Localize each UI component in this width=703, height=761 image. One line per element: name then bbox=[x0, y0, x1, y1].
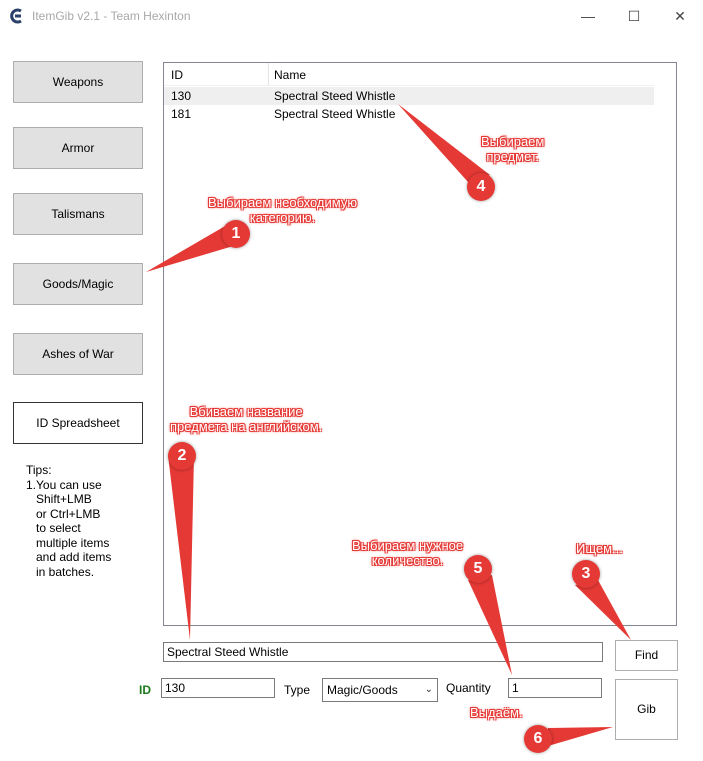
annotation-choose-item: Выбираем предмет. bbox=[481, 134, 545, 164]
column-header-id[interactable]: ID bbox=[171, 68, 183, 82]
weapons-button[interactable]: Weapons bbox=[13, 61, 143, 103]
row-id: 181 bbox=[171, 107, 192, 121]
search-input[interactable]: Spectral Steed Whistle bbox=[163, 642, 603, 662]
column-header-name[interactable]: Name bbox=[274, 68, 307, 82]
minimize-button[interactable]: — bbox=[581, 8, 595, 24]
step-badge-2: 2 bbox=[168, 442, 196, 470]
step-badge-3: 3 bbox=[572, 560, 600, 588]
annotation-enter-name: Вбиваем название предмета на английском. bbox=[170, 404, 323, 434]
id-label: ID bbox=[139, 683, 151, 697]
window-title: ItemGib v2.1 - Team Hexinton bbox=[32, 9, 191, 23]
talismans-button[interactable]: Talismans bbox=[13, 193, 143, 235]
row-name: Spectral Steed Whistle bbox=[274, 89, 396, 103]
type-select-value: Magic/Goods bbox=[327, 683, 398, 697]
annotation-choose-category: Выбираем необходимую категорию. bbox=[208, 195, 358, 225]
id-spreadsheet-button[interactable]: ID Spreadsheet bbox=[13, 402, 143, 444]
armor-button[interactable]: Armor bbox=[13, 127, 143, 169]
maximize-button[interactable]: ☐ bbox=[627, 8, 641, 24]
arrow-4 bbox=[398, 104, 490, 182]
chevron-down-icon: ⌄ bbox=[424, 684, 433, 695]
annotation-quantity: Выбираем нужное количество. bbox=[352, 538, 464, 568]
annotation-search: Ищем... bbox=[576, 541, 623, 556]
tips-text: Tips: 1.You can use Shift+LMB or Ctrl+LMB to select multiple items and add items in batches. bbox=[26, 463, 112, 579]
gib-button[interactable]: Gib bbox=[615, 679, 678, 740]
find-button[interactable]: Find bbox=[615, 640, 678, 671]
type-label: Type bbox=[284, 683, 311, 697]
goods-magic-button[interactable]: Goods/Magic bbox=[13, 263, 143, 305]
quantity-input[interactable]: 1 bbox=[508, 678, 602, 698]
step-badge-6: 6 bbox=[524, 725, 552, 753]
quantity-label: Quantity bbox=[446, 681, 491, 695]
arrow-6 bbox=[548, 727, 613, 746]
step-badge-4: 4 bbox=[467, 173, 495, 201]
row-id: 130 bbox=[171, 89, 192, 103]
arrow-5 bbox=[468, 575, 512, 675]
arrow-2 bbox=[168, 455, 194, 640]
ashes-of-war-button[interactable]: Ashes of War bbox=[13, 333, 143, 375]
close-button[interactable]: ✕ bbox=[674, 8, 686, 24]
id-input[interactable]: 130 bbox=[161, 678, 275, 698]
step-badge-5: 5 bbox=[464, 555, 492, 583]
arrow-3 bbox=[575, 580, 631, 640]
annotation-give: Выдаём. bbox=[470, 705, 523, 720]
row-name: Spectral Steed Whistle bbox=[274, 107, 396, 121]
step-badge-1: 1 bbox=[222, 220, 250, 248]
